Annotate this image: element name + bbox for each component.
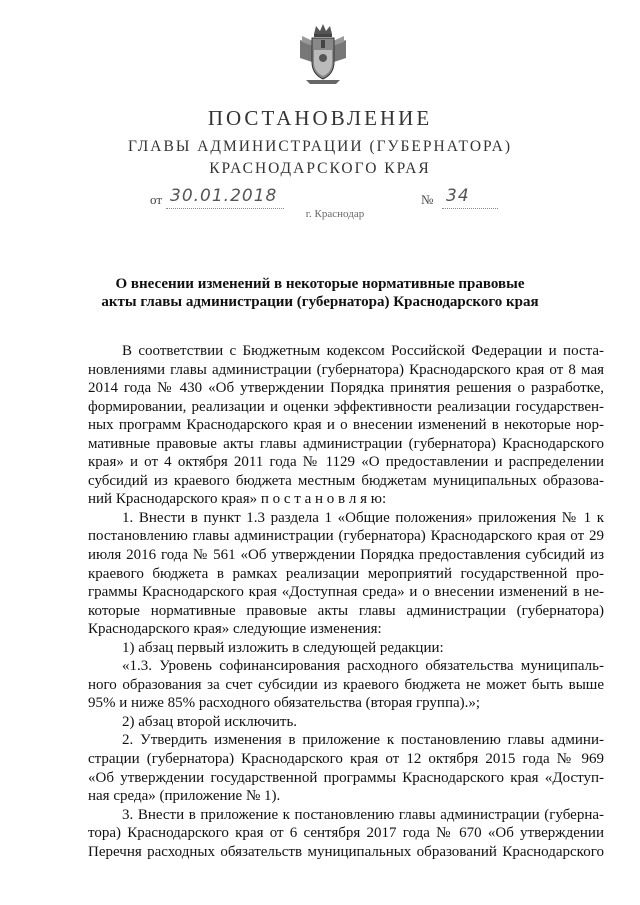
body-line: ний Краснодарского края» п о с т а н о в л я ю:	[88, 491, 387, 508]
body-line: 2) абзац второй исключить.	[122, 713, 298, 730]
body-line: краевого бюджета в рамках реализации мероприятий государственной про-	[88, 565, 604, 582]
coat-of-arms-icon	[296, 22, 350, 86]
body-line: Перечня расходных обязательств муниципальных образований Краснодарского	[88, 843, 604, 860]
title-line: О внесении изменений в некоторые нормативные правовые	[115, 276, 525, 292]
body-line: 2014 года № 430 «Об утверждении Порядка принятия решения о разработке,	[88, 380, 604, 397]
body-line: ного образования за счет субсидии из краевого бюджета не может быть выше	[88, 676, 604, 693]
body-line: тора) Краснодарского края от 6 сентября 2017 года № 670 «Об утверждении	[88, 825, 604, 842]
body-line: субсидий из краевого бюджета местным бюджетам муниципальных образова-	[88, 472, 604, 489]
document-title	[80, 275, 560, 311]
body-line: постановлению главы администрации (губернатора) Краснодарского края от 29	[88, 528, 604, 545]
handwritten-number: 34	[446, 186, 470, 206]
body-line: 1. Внести в пункт 1.3 раздела 1 «Общие положения» приложения № 1 к	[122, 509, 604, 526]
handwritten-date: 30.01.2018	[170, 186, 278, 206]
issuer-heading-line1: ГЛАВЫ АДМИНИСТРАЦИИ (ГУБЕРНАТОРА)	[127, 138, 512, 155]
body-line: В соответствии с Бюджетным кодексом Российской Федерации и поста-	[122, 343, 604, 359]
body-line: ных программ Краснодарского края и о внесении изменений в некоторые нор-	[88, 417, 604, 434]
body-line: новлениями главы администрации (губернатора) Краснодарского края от 8 мая	[88, 361, 604, 378]
number-label: №	[421, 192, 434, 207]
body-line: «Об утверждении государственной программы Краснодарского края «Доступ-	[88, 769, 604, 786]
doc-type-heading: ПОСТАНОВЛЕНИЕ	[207, 106, 433, 130]
body-line: 1) абзац первый изложить в следующей редакции:	[122, 639, 444, 656]
body-line: 3. Внести в приложение к постановлению главы администрации (губерна-	[122, 806, 604, 823]
body-line: страции (губернатора) Краснодарского края от 12 октября 2015 года № 969	[88, 751, 604, 768]
body-line: Краснодарского края» следующие изменения:	[88, 621, 382, 638]
body-line: формировании, реализации и оценки эффективности реализации государствен-	[88, 398, 604, 415]
body-line: граммы Краснодарского края «Доступная среда» и о внесении изменений в не-	[88, 584, 604, 601]
title-line: акты главы администрации (губернатора) Краснодарского края	[101, 294, 539, 310]
body-line: 95% и ниже 85% расходного обязательства (вторая группа).»;	[88, 695, 481, 712]
body-line: июля 2016 года № 561 «Об утверждении Порядка предоставления субсидий из	[88, 547, 604, 564]
body-line: ная среда» (приложение № 1).	[88, 788, 281, 805]
issuer-heading-line2: КРАСНОДАРСКОГО КРАЯ	[209, 160, 431, 177]
body-line: мативные правовые акты главы администрации (губернатора) Краснодарского	[88, 435, 604, 452]
body-line: которые нормативные правовые акты главы администрации (губернатора)	[88, 602, 604, 619]
body-line: 2. Утвердить изменения в приложение к постановлению главы админи-	[122, 732, 604, 749]
body-line: «1.3. Уровень софинансирования расходного обязательства муниципаль-	[122, 658, 604, 675]
document-body	[88, 342, 604, 861]
city-label: г. Краснодар	[305, 208, 365, 220]
body-line: края» и от 4 октября 2011 года № 1129 «О предоставлении и распределении	[88, 454, 604, 471]
date-label: от	[150, 192, 163, 207]
